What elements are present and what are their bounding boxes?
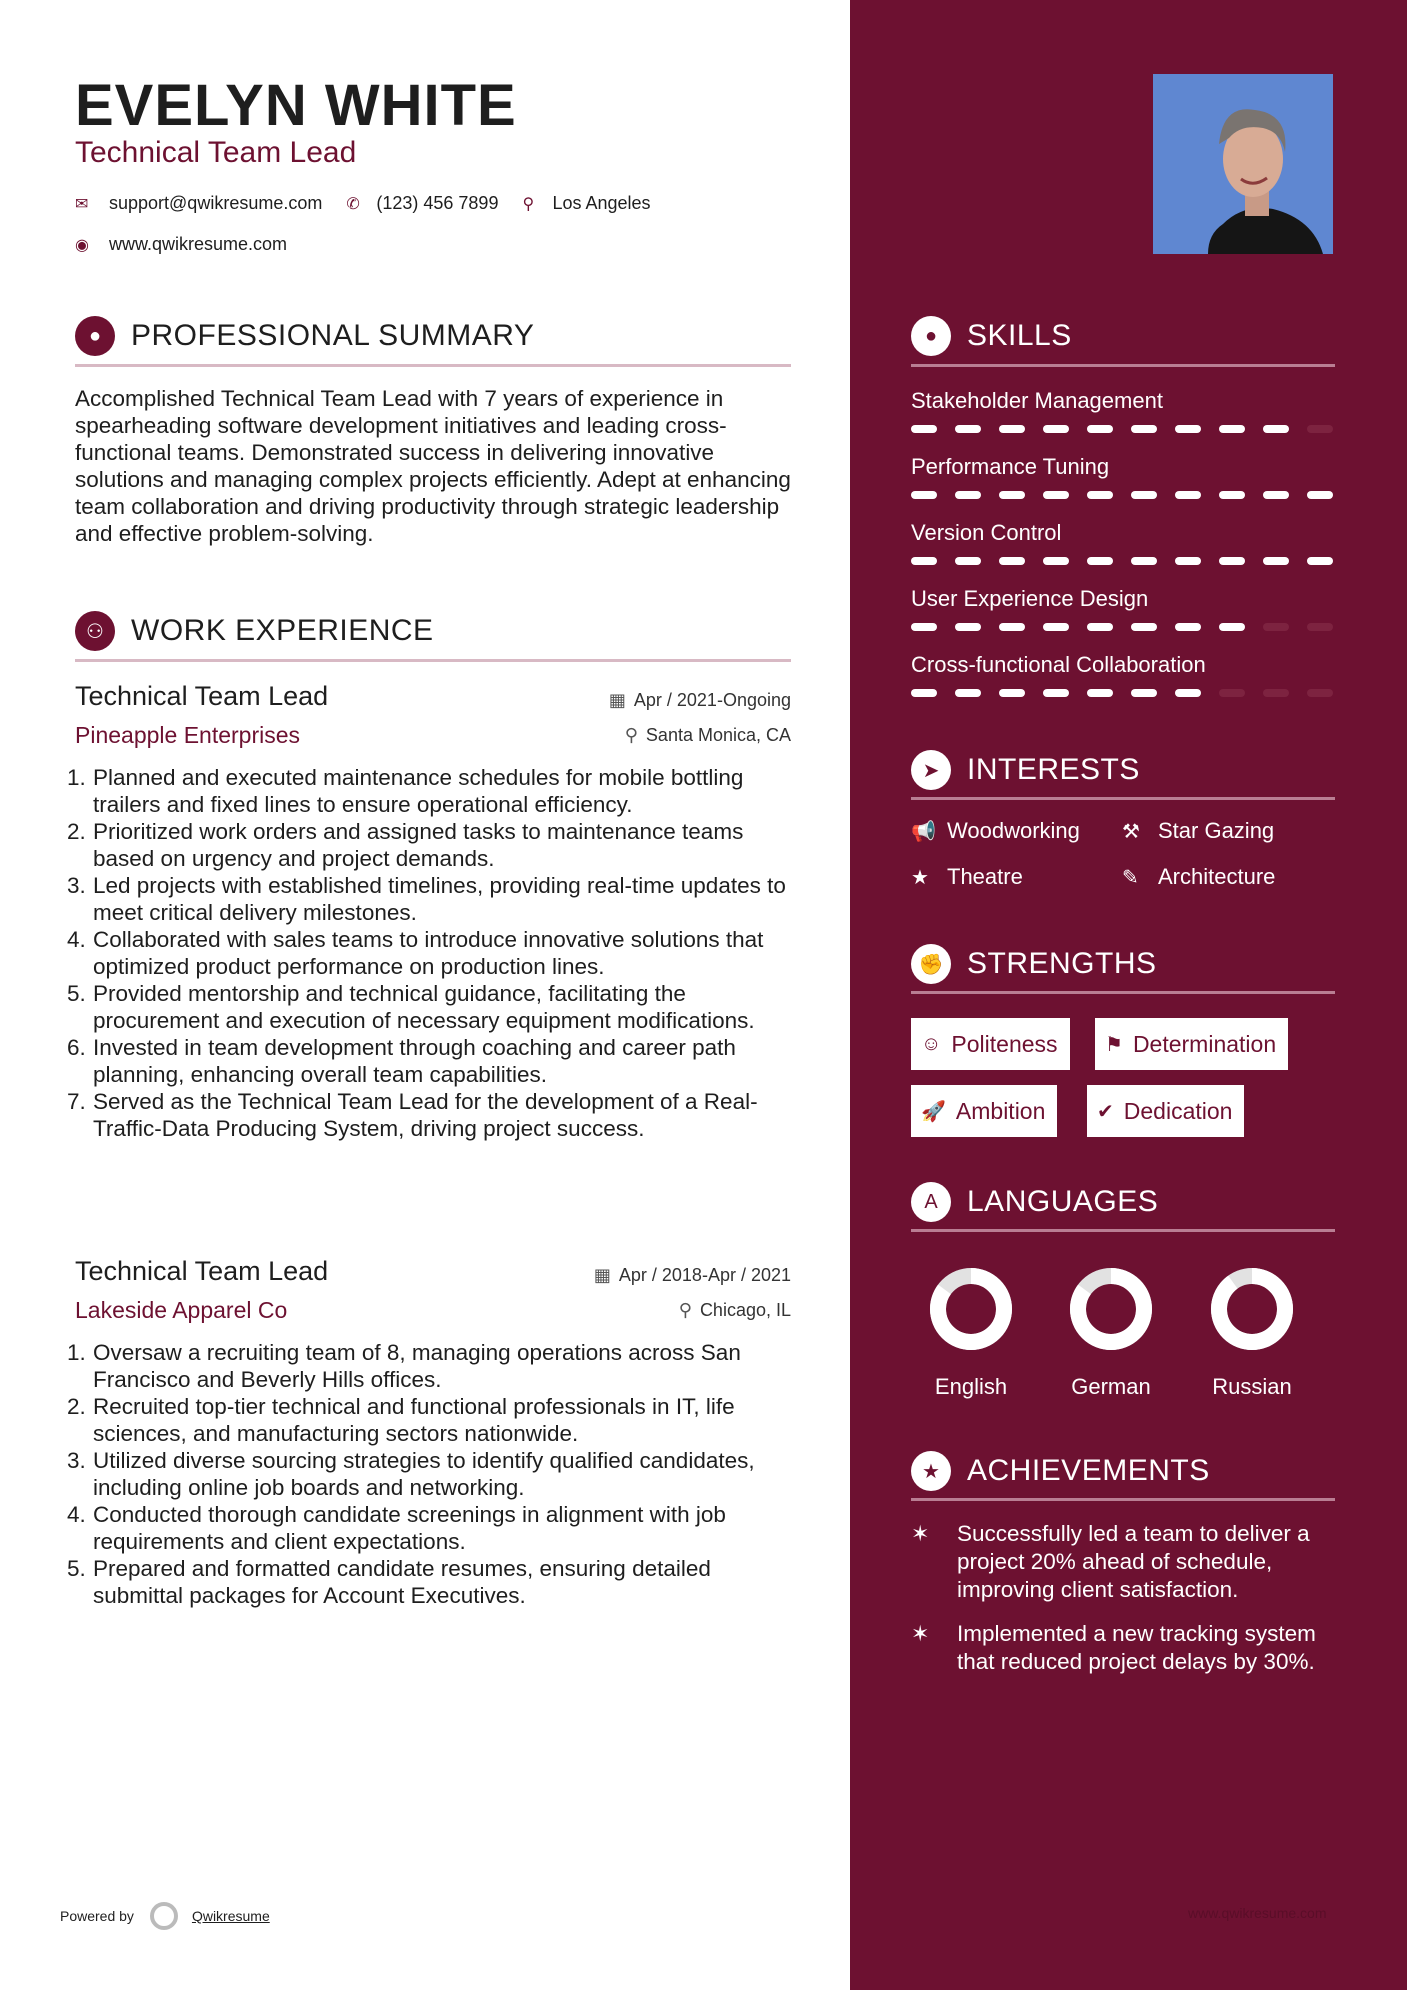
skill-dash [999, 491, 1025, 499]
calendar-icon: ▦ [608, 690, 626, 710]
skill-dash [955, 425, 981, 433]
achievements-heading [911, 1451, 1210, 1491]
list-item: 2. Prioritized work orders and assigned tasks to maintenance teams based on urgency and project demands. [67, 819, 744, 871]
list-item: 7. Served as the Technical Team Lead for the development of a Real-Traffic-Data Producing System, driving project success. [67, 1089, 758, 1141]
strengths-title: STRENGTHS [967, 947, 1157, 980]
skill-label: Version Control [911, 520, 1062, 545]
gavel-icon: ⚒ [1122, 820, 1140, 843]
job-dates [609, 690, 791, 711]
skills-heading [911, 316, 1072, 356]
skill-dash [1131, 557, 1157, 565]
candidate-name: EVELYN WHITE [75, 73, 517, 138]
compass-ruler-icon: ✎ [1122, 866, 1139, 889]
experience-heading [75, 611, 434, 651]
list-item: 4. Conducted thorough candidate screenings in alignment with job requirements and client expectations. [67, 1502, 726, 1554]
language-item [1056, 1266, 1166, 1400]
summary-heading [75, 316, 534, 356]
skill-dash [1175, 623, 1201, 631]
envelope-icon: ✉ [75, 195, 89, 213]
skill-dash [955, 491, 981, 499]
strength-chip: ✔ Dedication [1087, 1085, 1244, 1137]
skill-dash [1307, 623, 1333, 631]
language-item [1197, 1266, 1307, 1400]
skill-dash [1307, 425, 1333, 433]
skill-dash [1043, 689, 1069, 697]
skill-dash [1263, 689, 1289, 697]
skill-dash [911, 623, 937, 631]
skill-dash [1087, 689, 1113, 697]
brand-link[interactable]: Qwikresume [191, 1908, 270, 1924]
skill-dash [1219, 689, 1245, 697]
interests-divider [911, 797, 1335, 800]
lightbulb-icon: ● [911, 316, 951, 356]
skill-dash [999, 689, 1025, 697]
skill-dash [911, 425, 937, 433]
languages-title: LANGUAGES [967, 1185, 1159, 1218]
interest-item: ★ Theatre [911, 864, 1023, 889]
star-icon: ★ [911, 866, 929, 889]
strength-chip: ☺ Politeness [911, 1018, 1070, 1070]
languages-divider [911, 1229, 1335, 1232]
language-item [916, 1266, 1026, 1400]
skill-meter [911, 425, 1351, 433]
strengths-heading [911, 944, 1157, 984]
experience-divider [75, 659, 791, 662]
user-icon: ● [75, 316, 115, 356]
skill-meter [911, 557, 1351, 565]
check-circle-icon: ✔ [1097, 1100, 1114, 1123]
achievements-divider [911, 1498, 1335, 1501]
candidate-role: Technical Team Lead [75, 136, 357, 169]
skill-dash [1043, 557, 1069, 565]
interests-heading [911, 750, 1140, 790]
job-dates-text: Apr / 2018-Apr / 2021 [618, 1265, 791, 1285]
skill-dash [1263, 491, 1289, 499]
experience-title: WORK EXPERIENCE [131, 614, 434, 647]
skill-label: User Experience Design [911, 586, 1149, 611]
job-title: Technical Team Lead [75, 1256, 329, 1286]
skill-dash [1263, 425, 1289, 433]
list-item: 2. Recruited top-tier technical and functional professionals in IT, life sciences, and manufacturing sectors nationwide. [67, 1394, 735, 1446]
contact-row [75, 193, 675, 214]
smile-icon: ☺ [921, 1032, 942, 1055]
job-title: Technical Team Lead [75, 681, 329, 711]
skill-dash [911, 557, 937, 565]
skill-meter [911, 689, 1351, 697]
skill-dash [1219, 425, 1245, 433]
list-item: 6. Invested in team development through coaching and career path planning, enhancing overall team capabilities. [67, 1035, 736, 1087]
paper-plane-icon: ➤ [911, 750, 951, 790]
portrait-illustration [1153, 74, 1333, 254]
language-ring-fill [1219, 1276, 1285, 1342]
skill-dash [1263, 557, 1289, 565]
achievement-item: ✶ Successfully led a team to deliver a project 20% ahead of schedule, improving client satisfaction. [911, 1521, 1310, 1602]
skill-dash [1175, 557, 1201, 565]
list-item: 3. Utilized diverse sourcing strategies to identify qualified candidates, including online job boards and networking. [67, 1448, 755, 1500]
skill-dash [1131, 623, 1157, 631]
skill-dash [955, 689, 981, 697]
job-location [679, 1300, 791, 1321]
shooting-star-icon: ✶ [911, 1521, 930, 1546]
list-item: 1. Planned and executed maintenance schedules for mobile bottling trailers and fixed lines to ensure operational efficiency. [67, 765, 744, 817]
language-label: English [934, 1374, 1008, 1399]
achievements-title: ACHIEVEMENTS [967, 1454, 1210, 1487]
translate-icon: A [911, 1182, 951, 1222]
calendar-icon: ▦ [593, 1265, 611, 1285]
footer [60, 1902, 270, 1930]
summary-title: PROFESSIONAL SUMMARY [131, 319, 535, 352]
shooting-star-icon: ✶ [911, 1621, 930, 1646]
skill-label: Cross-functional Collaboration [911, 652, 1206, 677]
skill-dash [999, 557, 1025, 565]
skill-dash [1043, 425, 1069, 433]
language-label: German [1071, 1374, 1151, 1399]
skill-dash [1307, 557, 1333, 565]
website-row [75, 234, 311, 255]
achievement-item: ✶ Implemented a new tracking system that reduced project delays by 30%. [911, 1621, 1316, 1674]
skills-divider [911, 364, 1335, 367]
skill-dash [1175, 491, 1201, 499]
job-company: Lakeside Apparel Co [75, 1297, 288, 1323]
skill-dash [1087, 491, 1113, 499]
interest-item: ⚒ Star Gazing [1122, 818, 1275, 843]
star-badge-icon: ★ [911, 1451, 951, 1491]
strengths-divider [911, 991, 1335, 994]
skill-dash [1219, 491, 1245, 499]
skill-dash [1219, 557, 1245, 565]
profile-photo [1153, 74, 1333, 254]
powered-by-text: Powered by [60, 1908, 134, 1924]
skill-dash [911, 689, 937, 697]
phone-text: (123) 456 7899 [376, 193, 499, 213]
skill-dash [1175, 689, 1201, 697]
skill-dash [1131, 491, 1157, 499]
skill-dash [955, 623, 981, 631]
skill-dash [1175, 425, 1201, 433]
job-location [625, 725, 791, 746]
list-item: 5. Prepared and formatted candidate resumes, ensuring detailed submittal packages for Account Executives. [67, 1556, 711, 1608]
skill-dash [999, 623, 1025, 631]
skill-dash [1087, 557, 1113, 565]
skill-dash [1131, 425, 1157, 433]
skill-label: Stakeholder Management [911, 388, 1163, 413]
interest-item: ✎ Architecture [1122, 864, 1276, 889]
job-company: Pineapple Enterprises [75, 722, 301, 748]
list-item: 4. Collaborated with sales teams to introduce innovative solutions that optimized product performance on production lines. [67, 927, 764, 979]
strength-chip: 🚀 Ambition [911, 1085, 1057, 1137]
email-text[interactable]: support@qwikresume.com [109, 193, 323, 213]
job-dates-text: Apr / 2021-Ongoing [633, 690, 791, 710]
flag-icon: ⚑ [1105, 1033, 1123, 1056]
strength-chip: ⚑ Determination [1095, 1018, 1288, 1070]
skill-dash [1043, 623, 1069, 631]
skill-dash [1307, 491, 1333, 499]
language-ring [1068, 1266, 1154, 1352]
language-label: Russian [1212, 1374, 1292, 1399]
language-ring [928, 1266, 1014, 1352]
skill-dash [1307, 689, 1333, 697]
megaphone-icon: 📢 [911, 820, 936, 843]
list-item: 3. Led projects with established timelines, providing real-time updates to meet critical delivery milestones. [67, 873, 786, 925]
skill-dash [999, 425, 1025, 433]
location-text: Los Angeles [552, 193, 651, 213]
job-dates [594, 1265, 791, 1286]
job-bullets [67, 764, 797, 1142]
qwikresume-logo-icon [150, 1902, 178, 1930]
languages-heading [911, 1182, 1158, 1222]
job-location-text: Santa Monica, CA [645, 725, 791, 745]
summary-divider [75, 364, 791, 367]
phone-icon: ✆ [346, 195, 360, 213]
website-text[interactable]: www.qwikresume.com [109, 234, 288, 254]
list-item: 5. Provided mentorship and technical guidance, facilitating the procurement and execution of necessary equipment modifications. [67, 981, 755, 1033]
pin-icon: ⚲ [624, 725, 638, 745]
language-ring [1209, 1266, 1295, 1352]
skill-dash [1087, 425, 1113, 433]
skill-dash [911, 491, 937, 499]
skill-dash [1131, 689, 1157, 697]
skill-meter [911, 623, 1351, 631]
fist-icon: ✊ [911, 944, 951, 984]
globe-icon: ◉ [75, 236, 89, 254]
interest-item: 📢 Woodworking [911, 818, 1080, 843]
skill-meter [911, 491, 1351, 499]
skill-dash [1087, 623, 1113, 631]
skill-label: Performance Tuning [911, 454, 1110, 479]
skill-dash [1263, 623, 1289, 631]
job-location-text: Chicago, IL [699, 1300, 791, 1320]
summary-text: Accomplished Technical Team Lead with 7 years of experience in spearheading software development initiatives and leading cross-functional teams. Demonstrated success in delivering innovative solutions and managing complex projects efficiently. Adept at enhancing team collaboration and driving productivity through strategic leadership and effective problem-solving. [75, 386, 791, 546]
office-chair-icon: ⚇ [75, 611, 115, 651]
interests-title: INTERESTS [967, 753, 1140, 786]
pin-icon: ⚲ [678, 1300, 692, 1320]
skill-dash [955, 557, 981, 565]
map-pin-icon: ⚲ [522, 195, 535, 213]
skill-dash [1043, 491, 1069, 499]
skill-dash [1219, 623, 1245, 631]
list-item: 1. Oversaw a recruiting team of 8, managing operations across San Francisco and Beverly Hills offices. [67, 1340, 741, 1392]
job-bullets [67, 1339, 797, 1609]
sidebar [850, 0, 1407, 1990]
rocket-icon: 🚀 [921, 1100, 946, 1123]
watermark: www.qwikresume.com [1188, 1905, 1327, 1921]
skills-title: SKILLS [967, 319, 1072, 352]
